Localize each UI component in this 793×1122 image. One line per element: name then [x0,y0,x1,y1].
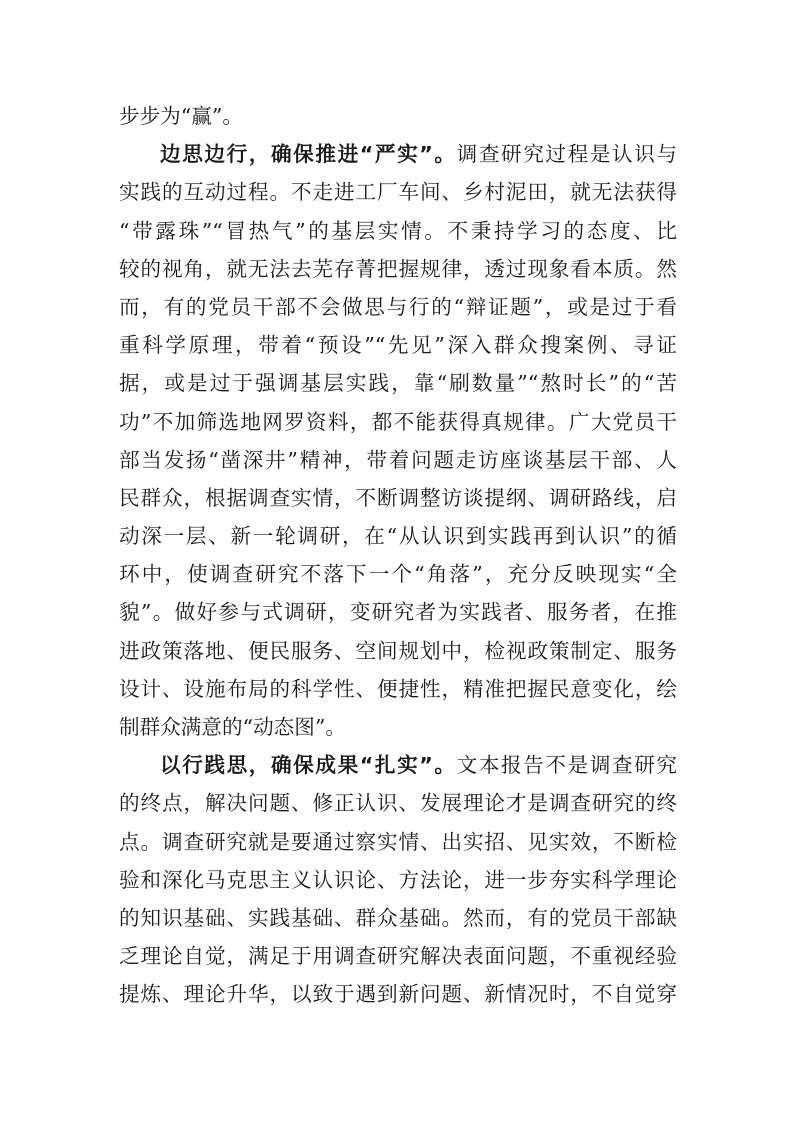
text-line: 乏理论自觉，满足于用调查研究解决表面问题，不重视经验 [119,944,677,969]
text-line: 重科学原理，带着“预设”“先见”深入群众搜案例、寻证 [119,333,677,358]
text-line: 动深一层、新一轮调研，在“从认识到实践再到认识”的循 [119,524,677,549]
paragraph-first-line [119,135,677,173]
text-span: 文本报告不是调查研究 [456,753,678,778]
text-line: 据，或是过于强调基层实践，靠“刷数量”“熬时长”的“苦 [119,371,677,396]
text-line: 的知识基础、实践基础、群众基础。然而，有的党员干部缺 [119,905,677,930]
text-line: 民群众，根据调查实情，不断调整访谈提纲、调研路线，启 [119,485,677,510]
text-line: 较的视角，就无法去芜存菁把握规律，透过现象看本质。然 [119,256,677,281]
paragraph-first-line [119,746,677,784]
text-line: 部当发扬“凿深井”精神，带着问题走访座谈基层干部、人 [119,447,677,472]
text-line: 而，有的党员干部不会做思与行的“辩证题”，或是过于看 [119,294,677,319]
text-line: 功”不加筛选地网罗资料，都不能获得真规律。广大党员干 [119,409,677,434]
text-line: 点。调查研究就是要通过察实情、出实招、见实效，不断检 [119,829,677,854]
text-line: 的终点，解决问题、修正认识、发展理论才是调查研究的终 [119,791,677,816]
paragraph-heading: 以行践思，确保成果“扎实”。 [160,753,457,778]
text-line: 环中，使调查研究不落下一个“角落”，充分反映现实“全 [119,562,677,587]
text-line: 步步为“赢”。 [119,104,244,128]
text-line: 制群众满意的“动态图”。 [119,715,346,739]
text-line: 提炼、理论升华，以致于遇到新问题、新情况时，不自觉穿 [119,982,677,1007]
text-line: 进政策落地、便民服务、空间规划中，检视政策制定、服务 [119,638,677,663]
text-line: “带露珠”“冒热气”的基层实情。不秉持学习的态度、比 [119,218,677,243]
text-span: 调查研究过程是认识与 [456,142,678,167]
paragraph-heading: 边思边行，确保推进“严实”。 [160,142,457,167]
text-line: 貌”。做好参与式调研，变研究者为实践者、服务者，在推 [119,600,677,625]
text-line: 验和深化马克思主义认识论、方法论，进一步夯实科学理论 [119,867,677,892]
text-line: 实践的互动过程。不走进工厂车间、乡村泥田，就无法获得 [119,180,677,205]
text-line: 设计、设施布局的科学性、便捷性，精准把握民意变化，绘 [119,676,677,701]
document-body [119,97,677,1014]
